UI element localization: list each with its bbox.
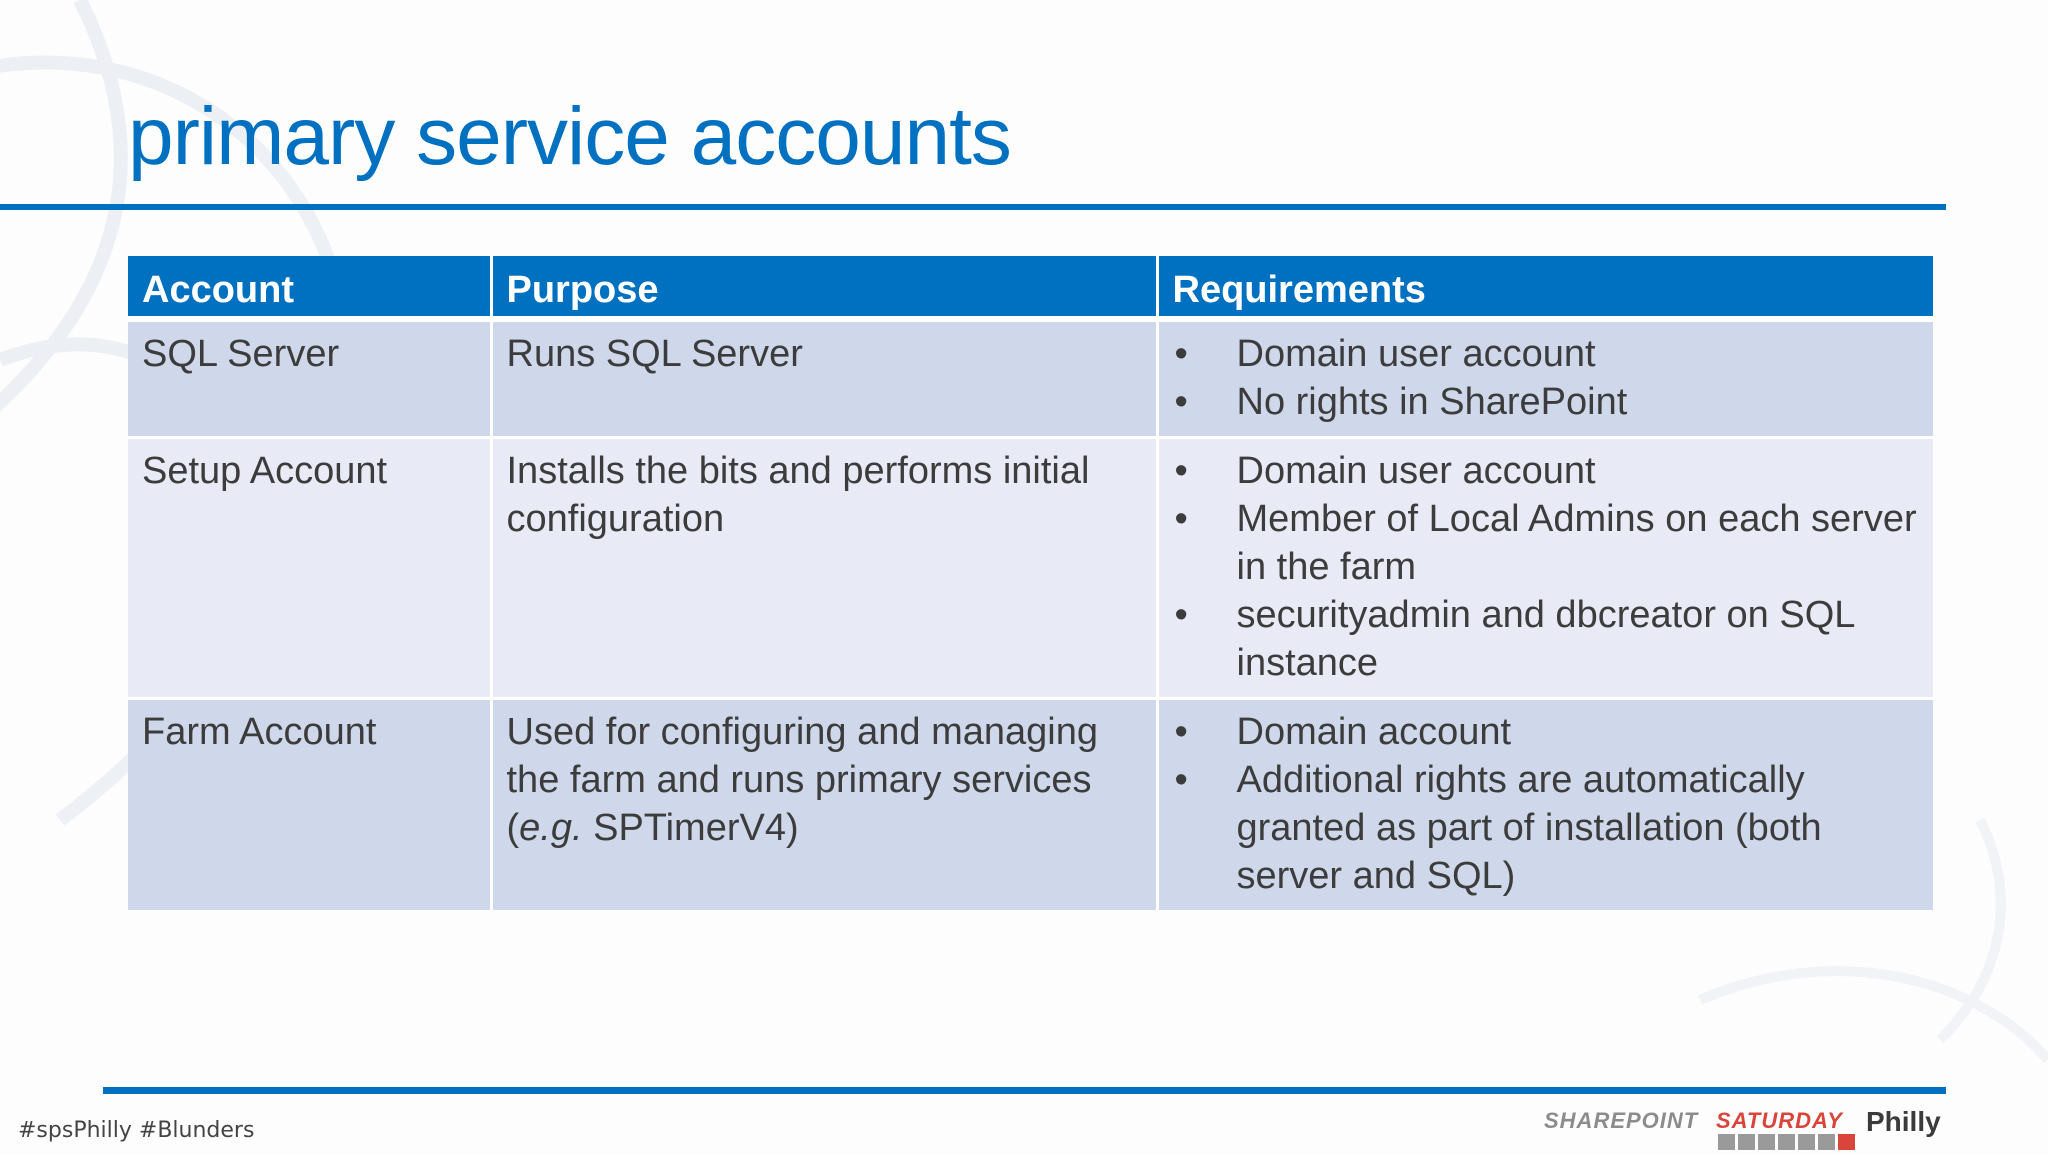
title-divider [0,204,1946,210]
footer-divider [103,1087,1946,1094]
list-item [1173,708,1920,756]
requirement-text: Member of Local Admins on each server in the farm [1236,498,1917,588]
purpose-eg: e.g. [519,807,583,849]
requirements-list [1173,330,1920,426]
bullet-icon: • [1174,450,1188,492]
purpose-text: Used for configuring and managing [506,711,1098,753]
purpose-text: SPTimerV4) [593,807,799,849]
header-purpose: Purpose [491,256,1157,319]
table-row-setup-account [128,438,1933,699]
requirement-text: No rights in SharePoint [1236,381,1628,423]
footer-hashtags: #spsPhilly #Blunders [18,1118,255,1143]
cell-requirements [1157,438,1933,699]
list-item [1173,756,1920,900]
bullet-icon: • [1174,498,1188,540]
logo-sharepoint-text: SHAREPOINT [1544,1108,1699,1133]
cell-purpose: Used for configuring and managing the farm and runs primary services (e.g. SPTimerV4) [491,699,1157,911]
list-item [1173,495,1920,591]
purpose-text: configuration [506,498,725,540]
requirement-text: Domain user account [1236,333,1596,375]
requirements-list [1173,708,1920,900]
cell-requirements [1157,319,1933,438]
header-requirements: Requirements [1157,256,1933,319]
list-item [1173,591,1920,687]
header-account: Account [128,256,491,319]
table-row-sql-server [128,319,1933,438]
logo-city-text: Philly [1866,1106,1941,1137]
list-item [1173,447,1920,495]
bullet-icon: • [1174,711,1188,753]
purpose-text: Installs the bits and performs initial [506,450,1090,492]
list-item [1173,378,1920,426]
requirement-text: Domain account [1236,711,1512,753]
requirements-list [1173,447,1920,687]
bullet-icon: • [1174,333,1188,375]
cell-purpose [491,319,1157,438]
cell-account: SQL Server [128,319,491,438]
purpose-text: Runs SQL Server [506,333,803,375]
requirement-text: Domain user account [1236,450,1596,492]
requirement-text: securityadmin and dbcreator on SQL instance [1236,594,1854,684]
logo-blocks-icon [1718,1134,1860,1150]
cell-account: Farm Account [128,699,491,911]
cell-purpose [491,438,1157,699]
logo-saturday-text: SATURDAY [1716,1108,1843,1133]
cell-account: Setup Account [128,438,491,699]
table-row-farm-account [128,699,1933,911]
bullet-icon: • [1174,381,1188,423]
cell-requirements [1157,699,1933,911]
requirement-text: Additional rights are automatically granted as part of installation (both server and SQL) [1236,759,1822,897]
bullet-icon: • [1174,759,1188,801]
bullet-icon: • [1174,594,1188,636]
slide-title: primary service accounts [128,91,1011,182]
list-item [1173,330,1920,378]
purpose-text: the farm and runs primary services [506,759,1092,801]
service-accounts-table [128,256,1933,910]
table-header-row [128,256,1933,319]
